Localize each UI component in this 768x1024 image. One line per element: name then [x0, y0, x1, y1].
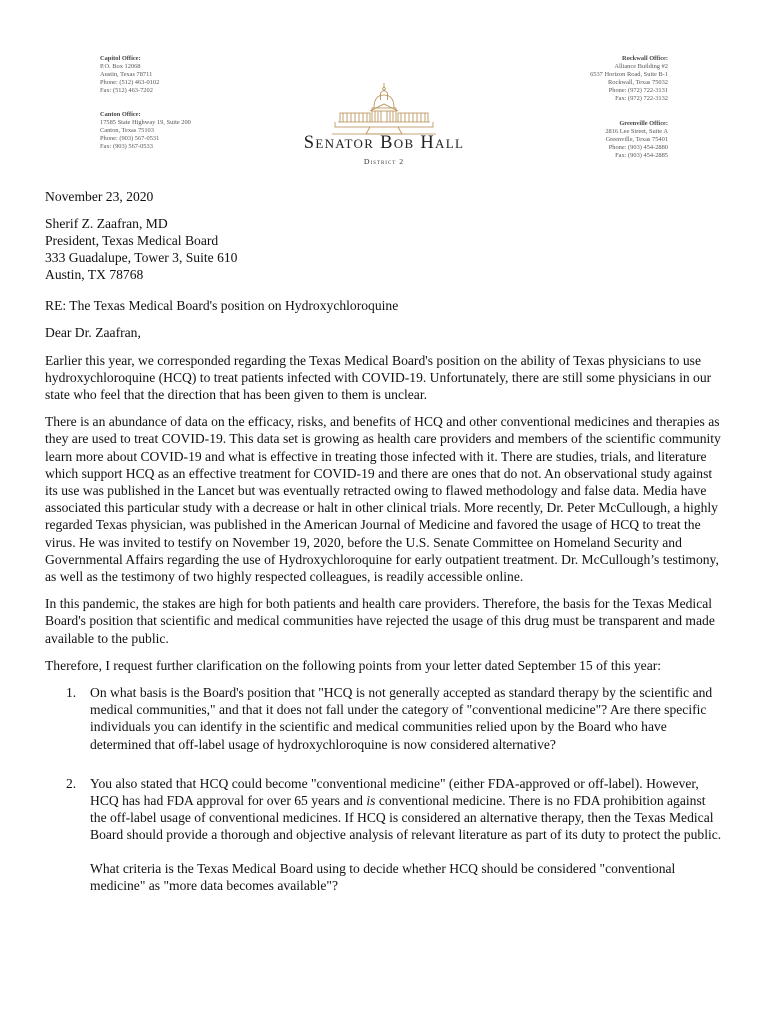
office-title: Rockwall Office:	[622, 55, 668, 62]
office-line: Phone: (512) 463-0102	[100, 79, 160, 86]
greenville-office-address	[605, 120, 668, 160]
letter-body	[45, 188, 725, 916]
list-item	[45, 684, 725, 753]
office-line: Phone: (903) 567-0531	[100, 135, 160, 142]
recipient-line: President, Texas Medical Board	[45, 233, 219, 249]
office-line: Alliance Building #2	[614, 63, 668, 70]
list-item-text: On what basis is the Board's position that "HCQ is not generally accepted as standard therapy by the scientific and medical communities," and that it does not fall under the category of "conventional medicine"? Are there specific individuals you can identify in the scientific and medical communities relied upon by the Board who have determined that off-label usage of hydroxychloroquine is now considered alternative?	[90, 685, 713, 752]
letterhead	[0, 0, 768, 175]
letter-date: November 23, 2020	[45, 189, 154, 204]
office-line: 6537 Horizon Road, Suite B-1	[590, 71, 668, 78]
office-line: Canton, Texas 75103	[100, 127, 154, 134]
texas-capitol-icon	[330, 82, 438, 136]
office-line: P.O. Box 12068	[100, 63, 141, 70]
office-line: Phone: (903) 454-2880	[608, 144, 668, 151]
list-number: 1.	[66, 685, 77, 701]
senator-name: Senator Bob Hall	[303, 133, 465, 153]
office-line: 17585 State Highway 19, Suite 200	[100, 119, 191, 126]
district-label: District 2	[363, 157, 405, 166]
recipient-address	[45, 215, 725, 283]
office-line: Austin, Texas 78711	[100, 71, 153, 78]
canton-office-address	[100, 111, 191, 151]
office-title: Canton Office:	[100, 111, 141, 118]
text-segment: You also stated that HCQ could become "conventional medicine" (either FDA-approved or off-label). However, HCQ has had FDA approval for over 65 years and	[90, 775, 699, 809]
salutation: Dear Dr. Zaafran,	[45, 325, 141, 341]
body-paragraph: In this pandemic, the stakes are high for both patients and health care providers. Therefore, the basis for the Texas Medical Board's position that scientific and medical communities have rejected the usage of this drug must be transparent and made available to the public.	[45, 596, 715, 646]
office-line: Fax: (512) 463-7202	[100, 87, 153, 94]
list-item	[45, 775, 725, 894]
office-line: Rockwall, Texas 75032	[608, 79, 668, 86]
list-number: 2.	[66, 775, 77, 791]
office-line: Fax: (972) 722-3132	[615, 95, 668, 102]
office-line: Greenville, Texas 75401	[605, 136, 668, 143]
capitol-office-address	[100, 55, 159, 95]
body-paragraph: Therefore, I request further clarification on the following points from your letter dated September 15 of this year:	[45, 657, 662, 673]
body-paragraph: Earlier this year, we corresponded regarding the Texas Medical Board's position on the ability of Texas physicians to use hydroxychloroquine (HCQ) to treat patients infected with COVID-19. Unfortunately, there are still some physicians in our state who feel that the direction that has been given to them is unclear.	[45, 352, 712, 403]
office-line: Fax: (903) 454-2885	[615, 152, 668, 159]
body-paragraph: There is an abundance of data on the efficacy, risks, and benefits of HCQ and other conventional medicines and therapies as they are used to treat COVID-19. This data set is growing as health care providers and members of the scientific community learn more about COVID-19 and what is effective in treating those infected with it. There are studies, trials, and literature which support HCQ as an effective treatment for COVID-19 and there are ones that do not. An observational study against its use was published in the Lancet but was eventually retracted owing to flawed methodology and false data. Media have associated this particular study with a decrease or halt in other clinical trials. More recently, Dr. Peter McCullough, a highly regarded Texas physician, was published in the American Journal of Medicine and favored the usage of HCQ to treat the virus. He was invited to testify on November 19, 2020, before the U.S. Senate Committee on Homeland Security and Governmental Affairs regarding the use of Hydroxychloroquine for early outpatient treatment. Dr. McCullough’s testimony, as well as the testimony of two highly respected colleagues, is readily accessible online.	[45, 414, 721, 585]
office-line: Fax: (903) 567-0533	[100, 143, 153, 150]
office-line: 2816 Lee Street, Suite A	[605, 128, 668, 135]
recipient-line: Austin, TX 78768	[45, 267, 144, 283]
numbered-points	[45, 684, 725, 894]
office-title: Capitol Office:	[100, 55, 141, 62]
follow-up-question: What criteria is the Texas Medical Board using to decide whether HCQ should be considered "conventional medicine" as "more data becomes available"?	[90, 860, 676, 893]
office-title: Greenville Office:	[619, 120, 668, 127]
rockwall-office-address	[590, 55, 668, 103]
recipient-line: 333 Guadalupe, Tower 3, Suite 610	[45, 250, 238, 266]
subject-line: RE: The Texas Medical Board's position on Hydroxychloroquine	[45, 298, 399, 314]
recipient-line: Sherif Z. Zaafran, MD	[45, 216, 168, 232]
text-segment: conventional medicine. There is no FDA prohibition against the off-label usage of conventional medicines. If HCQ is considered an alternative therapy, then the Texas Medical Board should provide a thorough and objective analysis of relevant literature as part of its duty to protect the public.	[90, 793, 722, 843]
office-line: Phone: (972) 722-3131	[608, 87, 668, 94]
list-item-text	[90, 775, 725, 844]
emphasis-text: is	[366, 793, 376, 809]
